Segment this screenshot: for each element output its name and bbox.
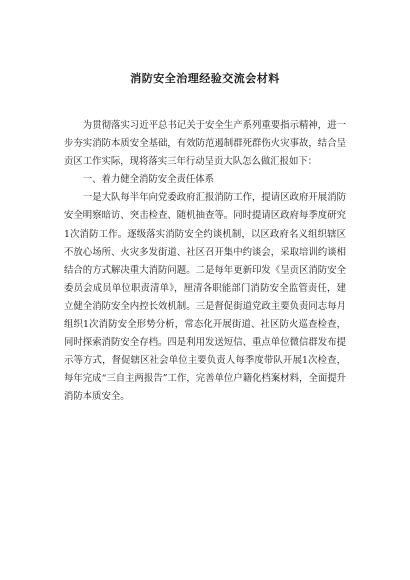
document-title: 消防安全治理经验交流会材料 — [130, 72, 280, 85]
intro-paragraph: 为贯彻落实习近平总书记关于安全生产系列重要指示精神，进一步夯实消防本质安全基础，有效防范遏制群死群伤火灾事故，结合呈贡区工作实际，现将落实三年行动呈贡大队怎么做汇报如下： — [64, 120, 346, 168]
body-paragraph: 一是大队每半年向党委政府汇报消防工作，提请区政府开展消防安全明察暗访、突击检查、随机抽查等。同时提请区政府每季度研究1次消防工作。逐级落实消防安全约谈机制，以区政府名义组织辖区不放心场所、火灾多发街道、社区召开集中约谈会，采取培训约谈相结合的方式解决重大消防问题。二是每年更新印发《呈贡区消防安全委员会成员单位职责清单》，厘清各职能部门消防安全监管责任，建立健全消防安全内控长效机制。三是督促街道党政主要负责同志每月组织1次消防安全形势分析，常态化开展街道、社区防火巡查检查，同时探索消防安全存档。四是利用发送短信、重点单位微信群发布提示等方式，督促辖区社会单位主要负责人每季度带队开展1次检查，每年完成“三自主两报告”工作，完善单位户籍化档案材料，全面提升消防本质安全。 — [64, 192, 346, 403]
document-body — [64, 117, 346, 407]
section-heading: 一、着力健全消防安全责任体系 — [82, 174, 215, 186]
